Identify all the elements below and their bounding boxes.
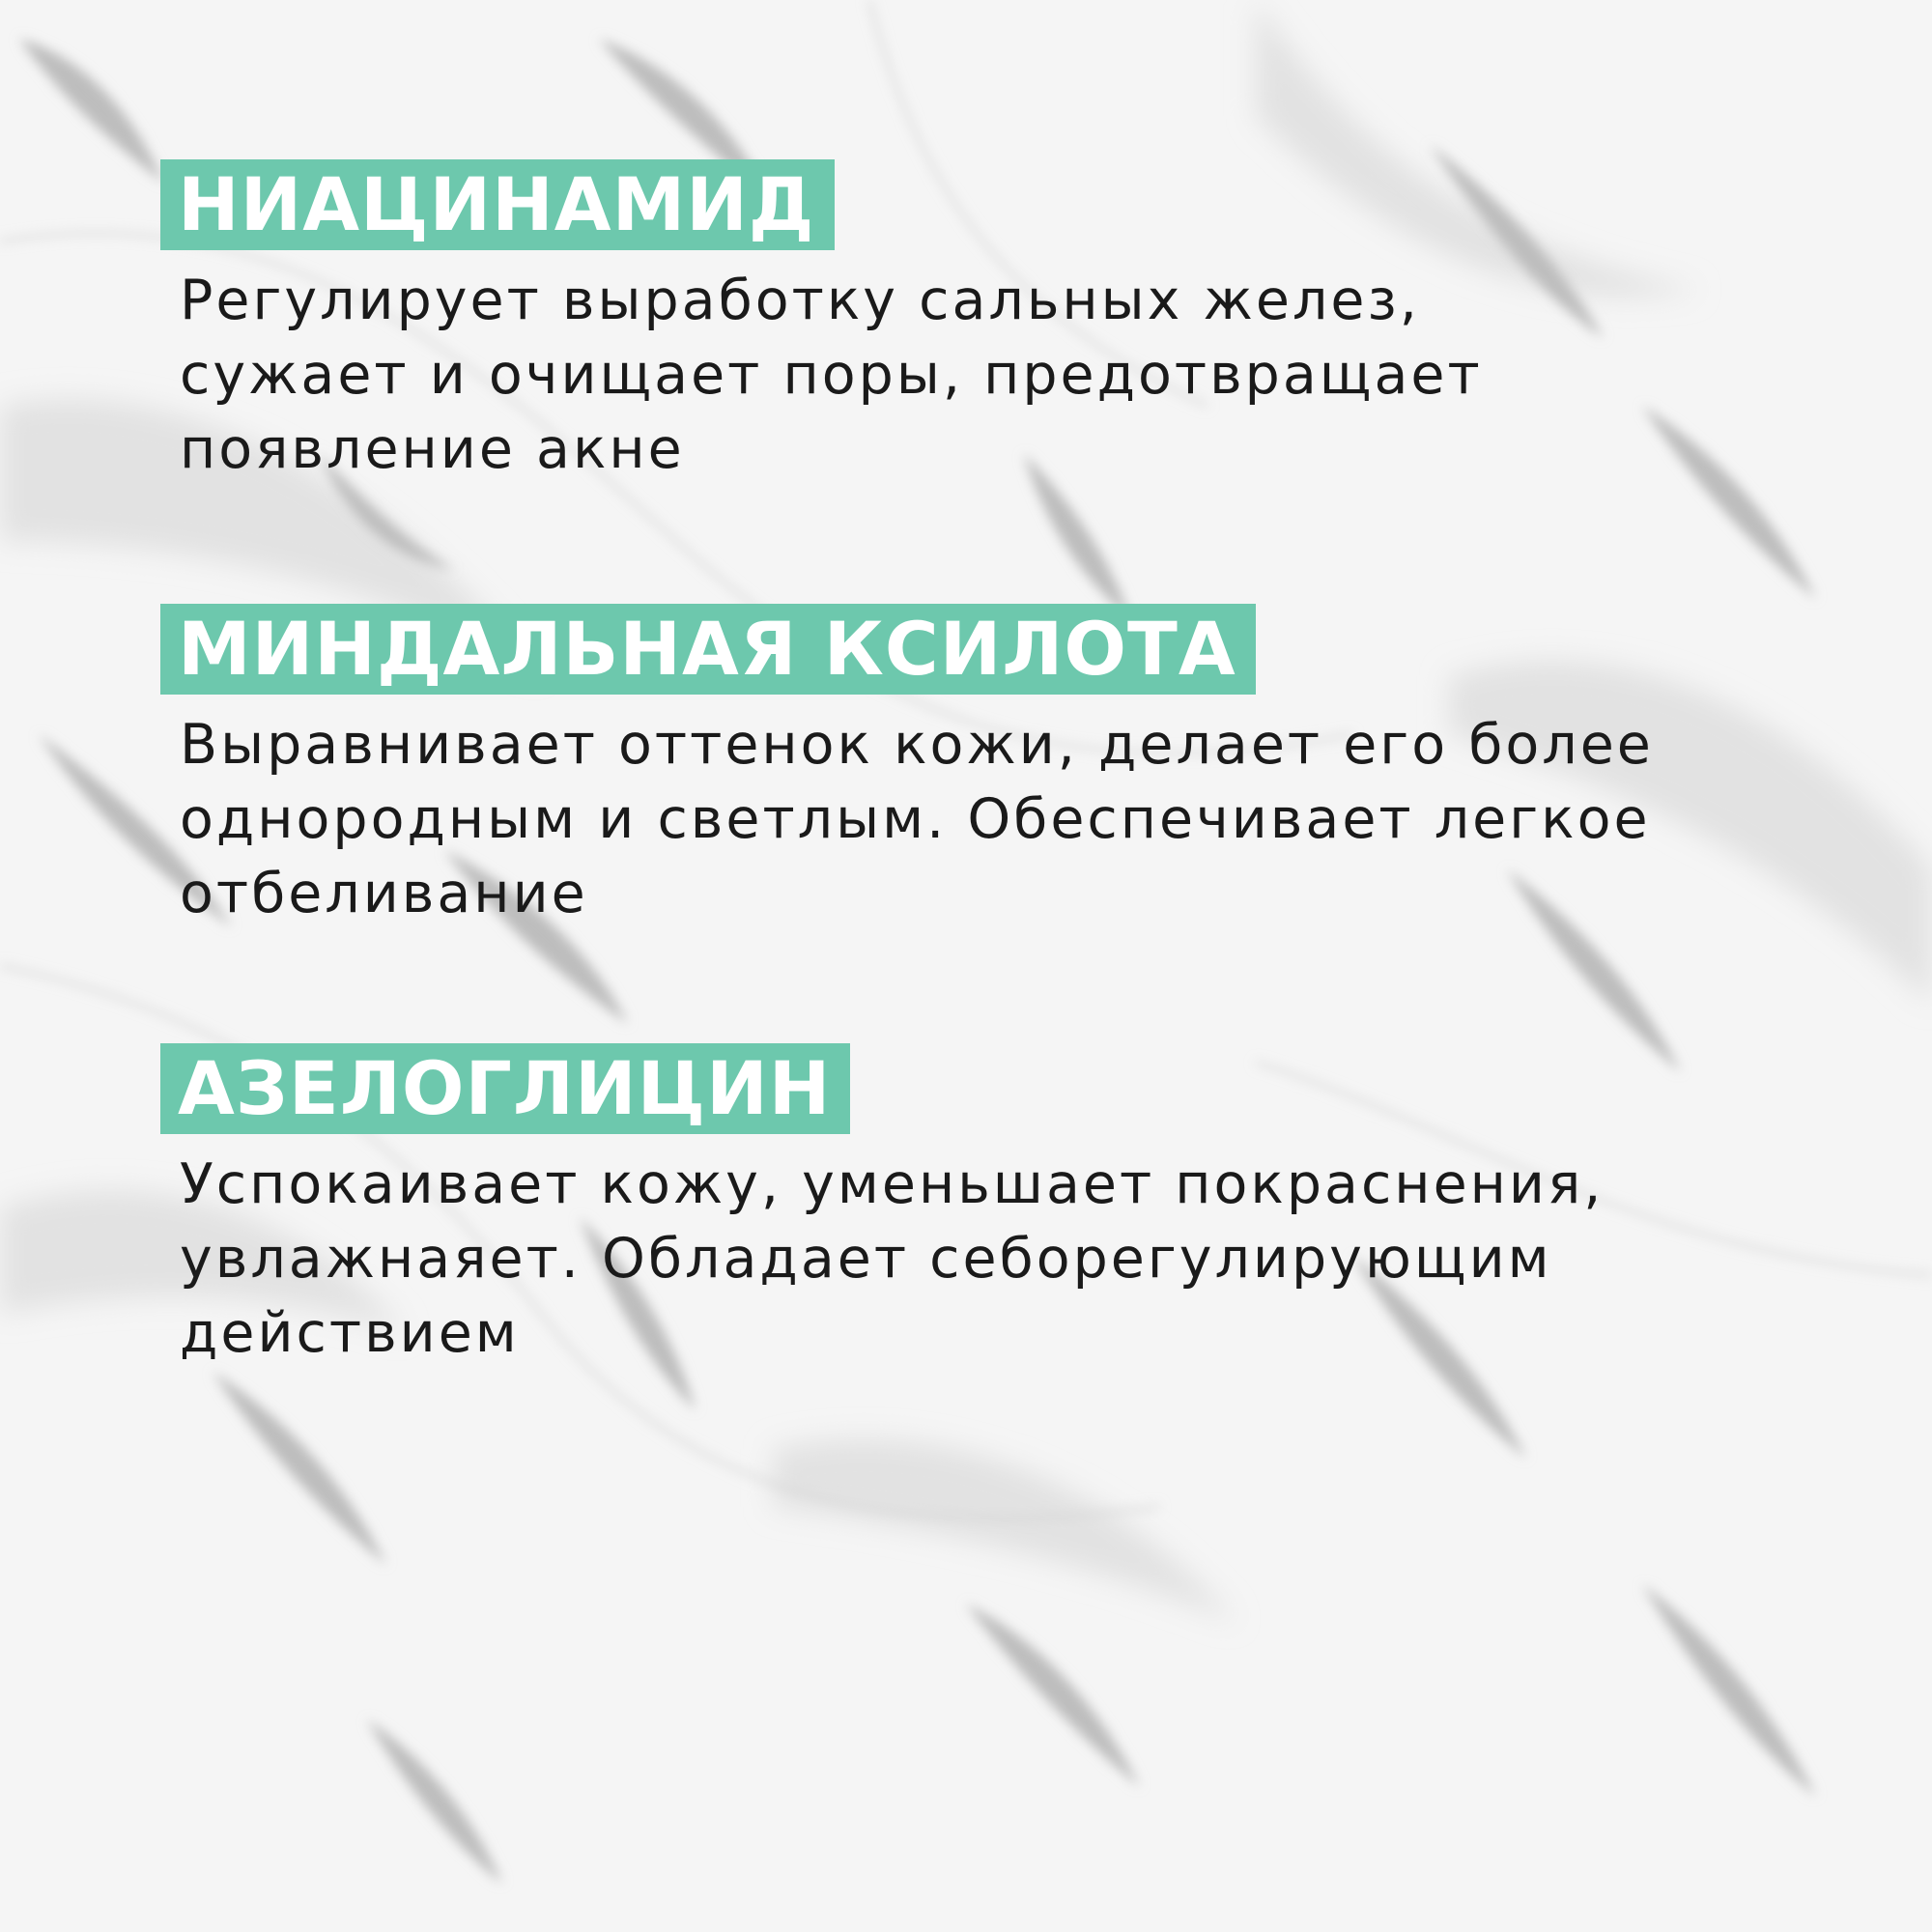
- description-line: увлажнаяет. Обладает себорегулирующим: [180, 1227, 1552, 1291]
- description-line: Успокаивает кожу, уменьшает покраснения,: [180, 1152, 1605, 1216]
- ingredient-title: НИАЦИНАМИД: [160, 159, 835, 250]
- description-line: сужает и очищает поры, предотвращает: [180, 343, 1483, 407]
- ingredient-description: [180, 1148, 1604, 1371]
- ingredient-title: АЗЕЛОГЛИЦИН: [160, 1043, 850, 1134]
- description-line: отбеливание: [180, 862, 588, 925]
- ingredient-mandelic-acid: [160, 604, 1654, 931]
- description-line: появление акне: [180, 417, 685, 481]
- description-line: Регулирует выработку сальных желез,: [180, 269, 1420, 332]
- ingredient-azeloglicine: [160, 1043, 1604, 1371]
- description-line: однородным и светлым. Обеспечивает легкое: [180, 787, 1651, 851]
- ingredient-niacinamide: [160, 159, 1483, 487]
- description-line: действием: [180, 1301, 520, 1365]
- ingredient-description: [180, 264, 1483, 487]
- ingredient-description: [180, 708, 1654, 931]
- ingredient-title: МИНДАЛЬНАЯ КСИЛОТА: [160, 604, 1256, 695]
- description-line: Выравнивает оттенок кожи, делает его более: [180, 713, 1654, 777]
